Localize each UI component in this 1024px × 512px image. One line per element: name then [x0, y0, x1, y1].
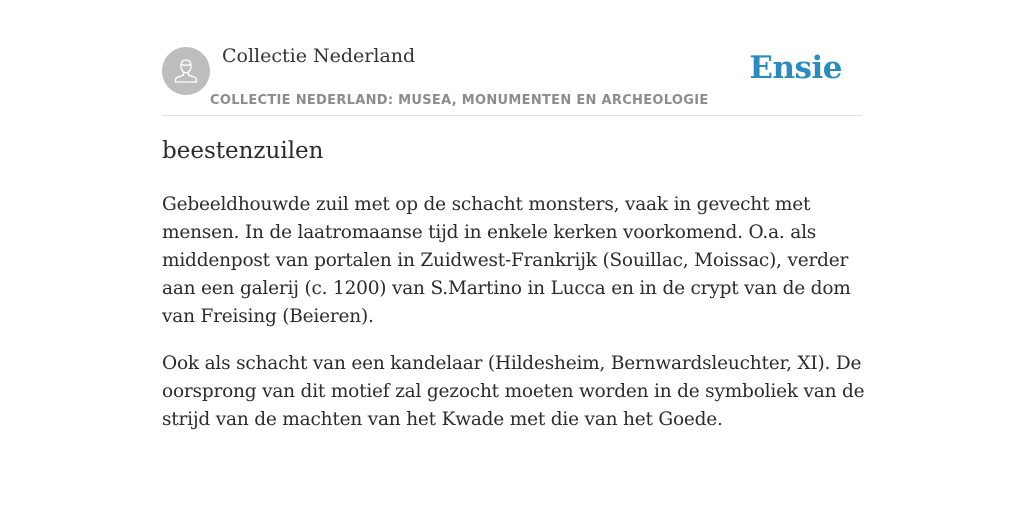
author-avatar[interactable] — [162, 47, 210, 95]
entry-title: beestenzuilen — [162, 138, 324, 164]
entry-body — [162, 191, 866, 453]
page-container — [162, 0, 865, 512]
source-subtitle[interactable]: COLLECTIE NEDERLAND: MUSEA, MONUMENTEN EN ARCHEOLOGIE — [210, 93, 709, 108]
ensie-logo[interactable]: Ensie — [749, 50, 842, 86]
entry-paragraph-2: Ook als schacht van een kandelaar (Hildesheim, Bernwardsleuchter, XI). De oorsprong van dit motief zal gezocht moeten worden in de symboliek van de strijd van de machten van het Kwade met die van het Goede. — [162, 353, 865, 430]
entry-paragraph-1: Gebeeldhouwde zuil met op de schacht monsters, vaak in gevecht met mensen. In de laatromaanse tijd in enkele kerken voorkomend. O.a. als middenpost van portalen in Zuidwest-Frankrijk (Souillac, Moissac), verder aan een galerij (c. 1200) van S.Martino in Lucca en in de crypt van de dom van Freising (Beieren). — [162, 194, 851, 327]
user-outline-icon — [171, 56, 201, 86]
author-name[interactable]: Collectie Nederland — [222, 45, 416, 67]
entry-header — [162, 0, 862, 116]
